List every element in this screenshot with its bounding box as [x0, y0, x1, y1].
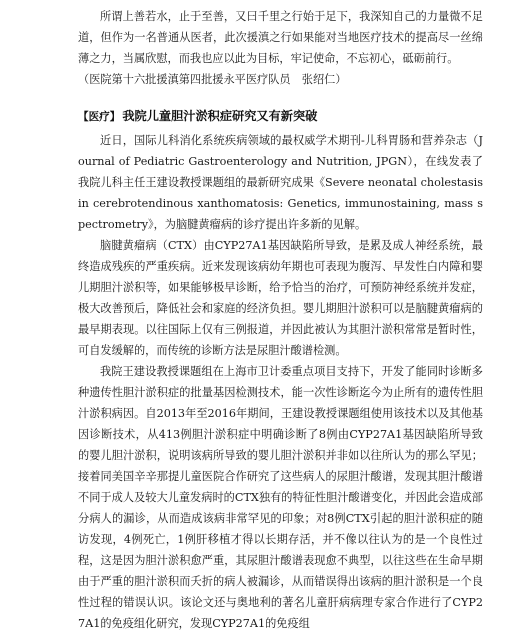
headline-category-tag: 【医疗】 [78, 111, 121, 123]
intro-paragraph: 所谓上善若水，止于至善，又曰千里之行始于足下，我深知自己的力量微不足道，但作为一名普通从医者，此次援滇之行如果能对当地医疗技术的提高尽一丝绵薄之力，当属欣慰，而我也应以此为目标，牢记使命，不忘初心，砥砺前行。 [78, 10, 483, 65]
headline-title: 我院儿童胆汁淤积症研究又有新突破 [122, 109, 318, 123]
article-headline [78, 106, 483, 127]
article-paragraph: 近日，国际儿科消化系统疾病领域的最权威学术期刊-儿科胃肠和营养杂志（Journal of Pediatric Gastroenterology and Nutrition, JPGN），在线发表了我院儿科主任王建设教授课题组的最新研究成果《Severe neonatal cholestasis in cerebrotendinous xanthomatosis: Genetics, immunostaining, mass spectrometry》，为脑腱黄瘤病的诊疗提出许多新的见解。 [78, 134, 483, 231]
intro-section [78, 6, 483, 90]
article-paragraph: 脑腱黄瘤病（CTX）由CYP27A1基因缺陷所导致，是累及成人神经系统，最终造成残疾的严重疾病。近来发现该病幼年期也可表现为腹泻、早发性白内障和婴儿期胆汁淤积等，如果能够极早诊断，给予恰当的治疗，可预防神经系统并发症，极大改善预后，降低社会和家庭的经济负担。婴儿期胆汁淤积可以是脑腱黄瘤病的最早期表现。以往国际上仅有三例报道，并因此被认为其胆汁淤积常常是暂时性，可自发缓解的，而传统的诊断方法是尿胆汁酸谱检测。 [78, 239, 483, 357]
article-paragraph: 我院王建设教授课题组在上海市卫计委重点项目支持下，开发了能同时诊断多种遗传性胆汁淤积症的批量基因检测技术，能一次性诊断迄今为止所有的遗传性胆汁淤积病因。自2013年至2016年期间，王建设教授课题组使用该技术以及其他基因诊断技术，从413例胆汁淤积症中明确诊断了8例由CYP27A1基因缺陷所导致的婴儿胆汁淤积，说明该病所导致的婴儿胆汁淤积并非如以往所认为的那么罕见；接着同美国辛辛那提儿童医院合作研究了这些病人的尿胆汁酸谱，发现其胆汁酸谱不同于成人及较大儿童发病时的CTX独有的特征性胆汁酸谱变化，并因此会造成部分病人的漏诊，从而造成该病非常罕见的印象；对8例CTX引起的胆汁淤积症的随访发现，4例死亡，1例肝移植才得以长期存活，并不像以往认为的是一个良性过程，这是因为胆汁淤积愈严重，其尿胆汁酸谱表现愈不典型，以往这些在生命早期由于严重的胆汁淤积而夭折的病人被漏诊，从而错误得出该病的胆汁淤积是一个良性过程的错误认识。该论文还与奥地利的著名儿童肝病病理专家合作进行了CYP27A1的免疫组化研究，发现CYP27A1的免疫组 [78, 365, 483, 630]
intro-signoff: （医院第十六批援滇第四批援永平医疗队员 张绍仁） [78, 73, 347, 86]
article-body [78, 130, 483, 634]
